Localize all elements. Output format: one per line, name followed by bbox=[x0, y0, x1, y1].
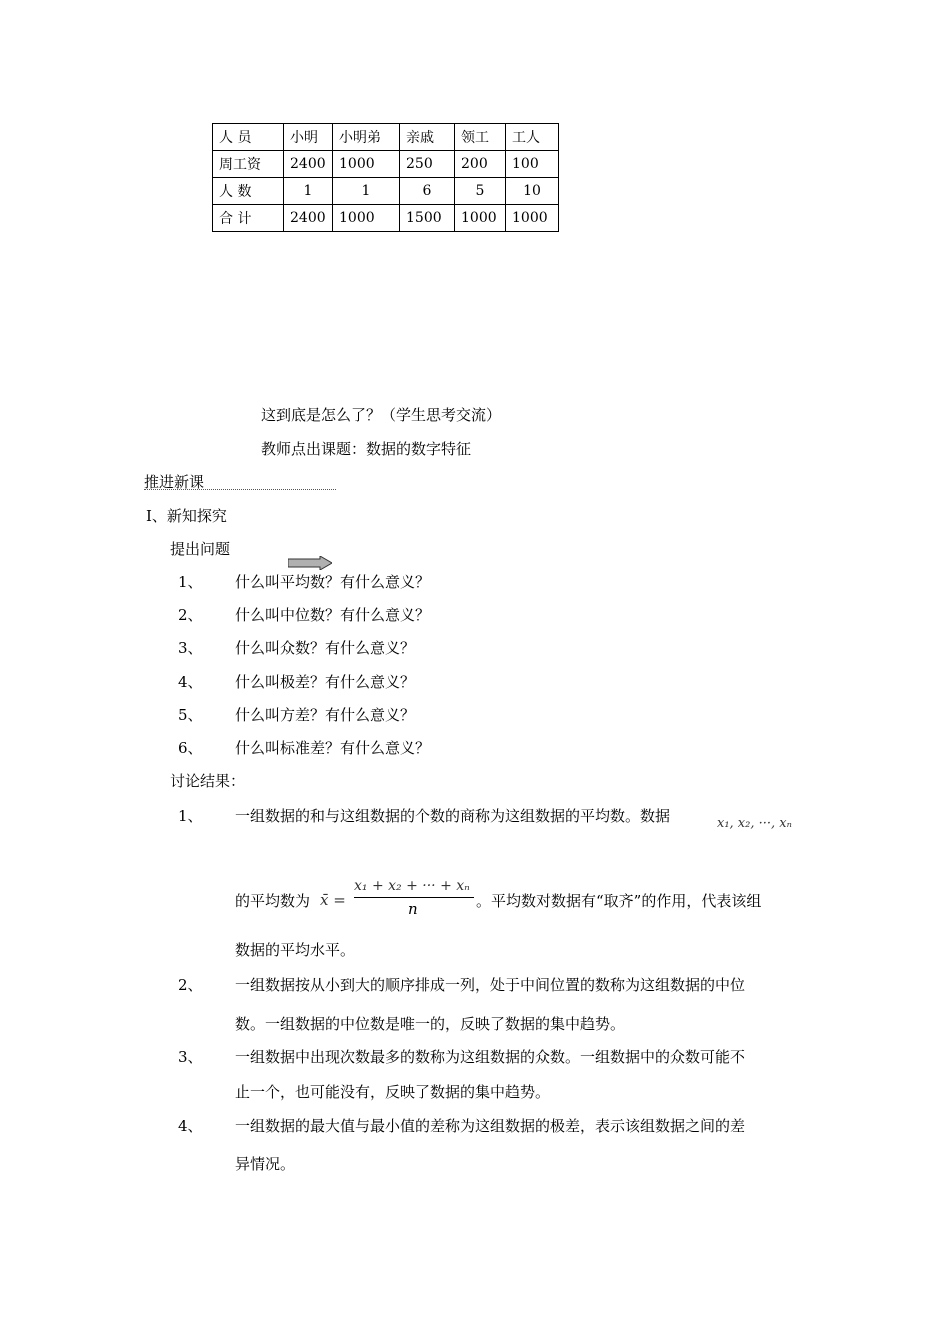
question-number: 5、 bbox=[178, 706, 203, 724]
table-cell: 小明 bbox=[284, 124, 333, 151]
table-cell: 200 bbox=[455, 151, 506, 178]
result-number: 1、 bbox=[178, 807, 203, 825]
row-header-cell: 周工资 bbox=[213, 151, 284, 178]
table-cell: 1000 bbox=[333, 205, 400, 232]
question-text: 什么叫中位数？有什么意义？ bbox=[235, 606, 431, 624]
table-cell: 1 bbox=[284, 178, 333, 205]
intro-question: 这到底是怎么了？（学生思考交流） bbox=[261, 406, 502, 424]
table-cell: 1 bbox=[333, 178, 400, 205]
result-text: 一组数据中出现次数最多的数称为这组数据的众数。一组数据中的众数可能不 bbox=[235, 1048, 746, 1066]
lesson-topic: 教师点出课题：数据的数字特征 bbox=[261, 440, 472, 458]
table-cell: 1000 bbox=[333, 151, 400, 178]
result-text: 。平均数对数据有“取齐”的作用，代表该组 bbox=[476, 892, 762, 910]
fraction-numerator: x₁ + x₂ + ··· + xₙ bbox=[354, 878, 470, 894]
table-cell: 领工 bbox=[455, 124, 506, 151]
results-heading: 讨论结果： bbox=[170, 772, 246, 790]
result-number: 2、 bbox=[178, 976, 203, 994]
table-cell: 6 bbox=[400, 178, 455, 205]
question-number: 2、 bbox=[178, 606, 203, 624]
table-cell: 1000 bbox=[455, 205, 506, 232]
result-number: 3、 bbox=[178, 1048, 203, 1066]
row-header-cell: 人 员 bbox=[213, 124, 284, 151]
table-cell: 2400 bbox=[284, 205, 333, 232]
right-arrow-icon bbox=[288, 556, 332, 570]
wage-table bbox=[212, 123, 559, 232]
data-sequence-formula: x₁, x₂, ···, xₙ bbox=[717, 816, 792, 831]
result-text: 异情况。 bbox=[235, 1155, 296, 1173]
table-row bbox=[213, 124, 559, 151]
table-cell: 1000 bbox=[506, 205, 559, 232]
section-title: 推进新课 bbox=[144, 473, 205, 491]
question-number: 1、 bbox=[178, 573, 203, 591]
table-cell: 5 bbox=[455, 178, 506, 205]
result-text: 数。一组数据的中位数是唯一的，反映了数据的集中趋势。 bbox=[235, 1015, 626, 1033]
section-underline bbox=[144, 489, 336, 490]
mean-symbol: x̄ = bbox=[320, 891, 346, 909]
result-text: 一组数据按从小到大的顺序排成一列，处于中间位置的数称为这组数据的中位 bbox=[235, 976, 746, 994]
row-header-cell: 合 计 bbox=[213, 205, 284, 232]
table-cell: 工人 bbox=[506, 124, 559, 151]
question-text: 什么叫平均数？有什么意义？ bbox=[235, 573, 431, 591]
question-text: 什么叫方差？有什么意义？ bbox=[235, 706, 416, 724]
questions-heading: 提出问题 bbox=[170, 540, 231, 558]
table-cell: 小明弟 bbox=[333, 124, 400, 151]
question-text: 什么叫标准差？有什么意义？ bbox=[235, 739, 431, 757]
result-text: 的平均数为 bbox=[235, 892, 311, 910]
table-cell: 250 bbox=[400, 151, 455, 178]
subsection-title: Ⅰ、新知探究 bbox=[146, 507, 227, 525]
result-text: 一组数据的最大值与最小值的差称为这组数据的极差，表示该组数据之间的差 bbox=[235, 1117, 746, 1135]
fraction-denominator: n bbox=[408, 900, 418, 918]
table-cell: 1500 bbox=[400, 205, 455, 232]
question-number: 3、 bbox=[178, 639, 203, 657]
table-cell: 2400 bbox=[284, 151, 333, 178]
fraction-bar bbox=[354, 897, 474, 898]
table-cell: 亲戚 bbox=[400, 124, 455, 151]
result-number: 4、 bbox=[178, 1117, 203, 1135]
result-text: 止一个，也可能没有，反映了数据的集中趋势。 bbox=[235, 1083, 551, 1101]
result-text: 数据的平均水平。 bbox=[235, 941, 356, 959]
table-row bbox=[213, 205, 559, 232]
question-number: 4、 bbox=[178, 673, 203, 691]
question-number: 6、 bbox=[178, 739, 203, 757]
result-text: 一组数据的和与这组数据的个数的商称为这组数据的平均数。数据 bbox=[235, 807, 671, 825]
table-row bbox=[213, 178, 559, 205]
table-cell: 10 bbox=[506, 178, 559, 205]
question-text: 什么叫极差？有什么意义？ bbox=[235, 673, 416, 691]
table-cell: 100 bbox=[506, 151, 559, 178]
question-text: 什么叫众数？有什么意义？ bbox=[235, 639, 416, 657]
table-row bbox=[213, 151, 559, 178]
row-header-cell: 人 数 bbox=[213, 178, 284, 205]
